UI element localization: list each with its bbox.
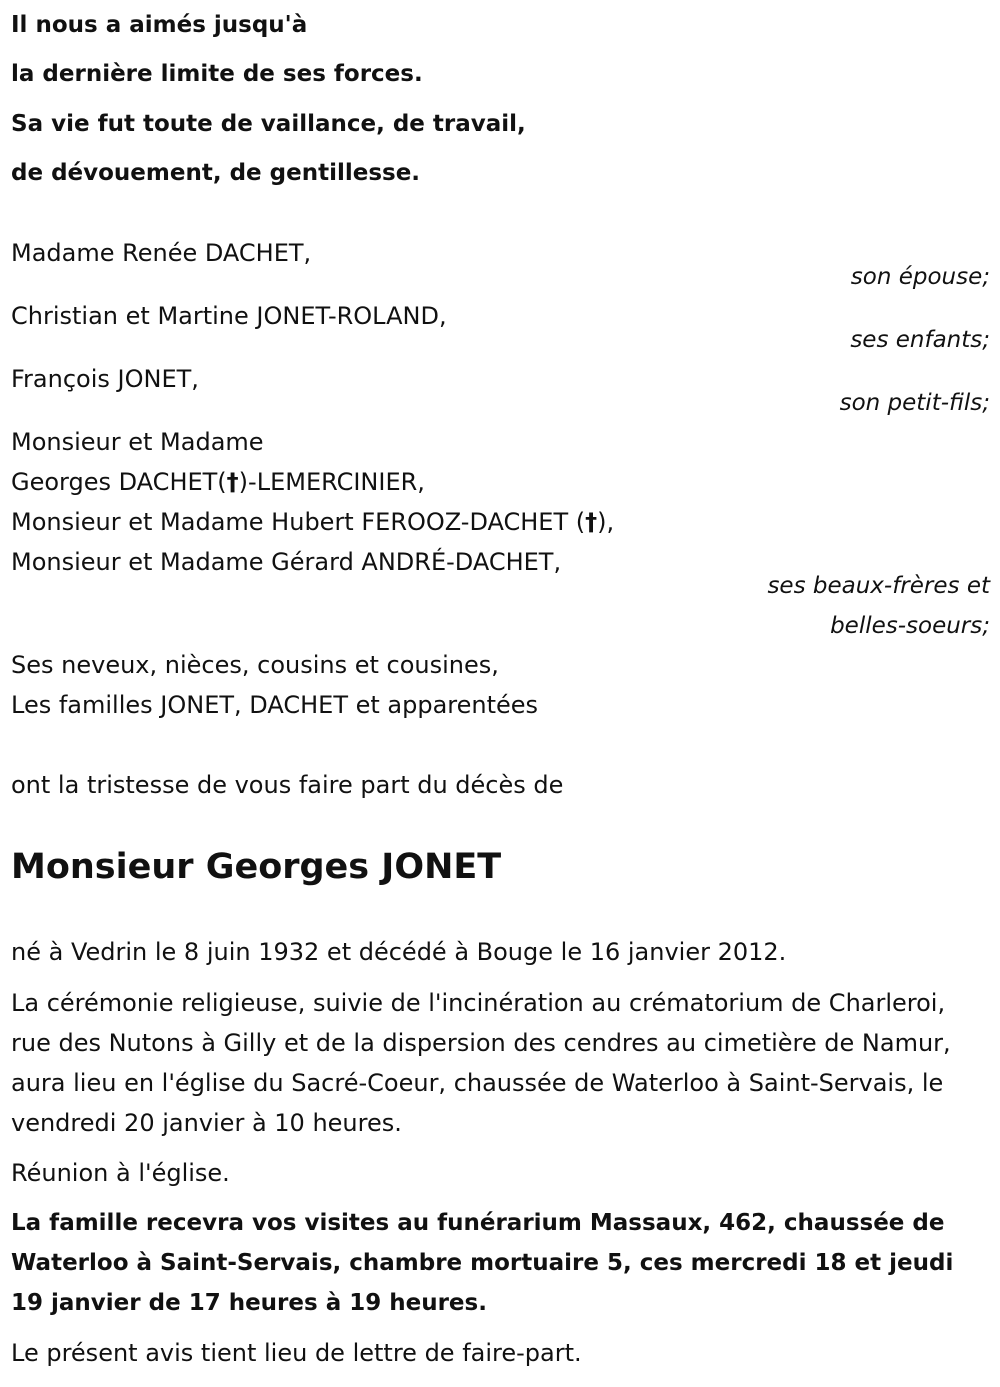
announcement-text: ont la tristesse de vous faire part du décès de [11, 771, 564, 799]
inlaws-line-3-text-a: Monsieur et Madame Hubert FEROOZ-DACHET ( [11, 508, 586, 536]
inlaws-line-2 [11, 467, 425, 497]
verse-line-4: de dévouement, de gentillesse. [11, 160, 421, 186]
grandson-name: François JONET, [11, 365, 199, 393]
meeting-text: Réunion à l'église. [11, 1159, 230, 1187]
cross-icon: † [226, 468, 239, 496]
inlaws-relation-line-1: ses beaux-frères et [767, 573, 990, 599]
inlaws-line-2-text-a: Georges DACHET( [11, 468, 227, 496]
inlaws-line-4: Monsieur et Madame Gérard ANDRÉ-DACHET, [11, 548, 562, 576]
verse-line-3: Sa vie fut toute de vaillance, de travail, [11, 111, 526, 137]
cross-icon: † [585, 508, 598, 536]
grandson-relation: son petit-fils; [839, 390, 990, 416]
closing-text: Le présent avis tient lieu de lettre de faire-part. [11, 1339, 582, 1367]
visits-text: La famille recevra vos visites au funérarium Massaux, 462, chaussée de Waterloo à Saint-Servais, chambre mortuaire 5, ces mercredi 18 et jeudi 19 janvier de 17 heures à 19 heures. [11, 1210, 954, 1316]
inlaws-line-1: Monsieur et Madame [11, 428, 264, 456]
inlaws-relation-line-2: belles-soeurs; [830, 613, 990, 639]
children-relation: ses enfants; [850, 327, 990, 353]
inlaws-line-3-text-b: ), [597, 508, 615, 536]
inlaws-line-3 [11, 507, 614, 537]
inlaws-line-2-text-b: )-LEMERCINIER, [238, 468, 425, 496]
verse-line-2: la dernière limite de ses forces. [11, 61, 423, 87]
ceremony-text: La cérémonie religieuse, suivie de l'incinération au crématorium de Charleroi, rue des Nutons à Gilly et de la dispersion des cendres au cimetière de Namur, aura lieu en l'église du Sacré-Coeur, chaussée de Waterloo à Saint-Servais, le vendredi 20 janvier à 10 heures. [11, 989, 951, 1137]
children-name: Christian et Martine JONET-ROLAND, [11, 302, 447, 330]
verse-line-1: Il nous a aimés jusqu'à [11, 12, 308, 38]
birth-death-text: né à Vedrin le 8 juin 1932 et décédé à Bouge le 16 janvier 2012. [11, 938, 787, 966]
spouse-name: Madame Renée DACHET, [11, 239, 312, 267]
extended-family-line-1: Ses neveux, nièces, cousins et cousines, [11, 651, 499, 679]
extended-family-line-2: Les familles JONET, DACHET et apparentées [11, 691, 539, 719]
spouse-relation: son épouse; [850, 264, 990, 290]
deceased-name: Monsieur Georges JONET [11, 847, 502, 887]
